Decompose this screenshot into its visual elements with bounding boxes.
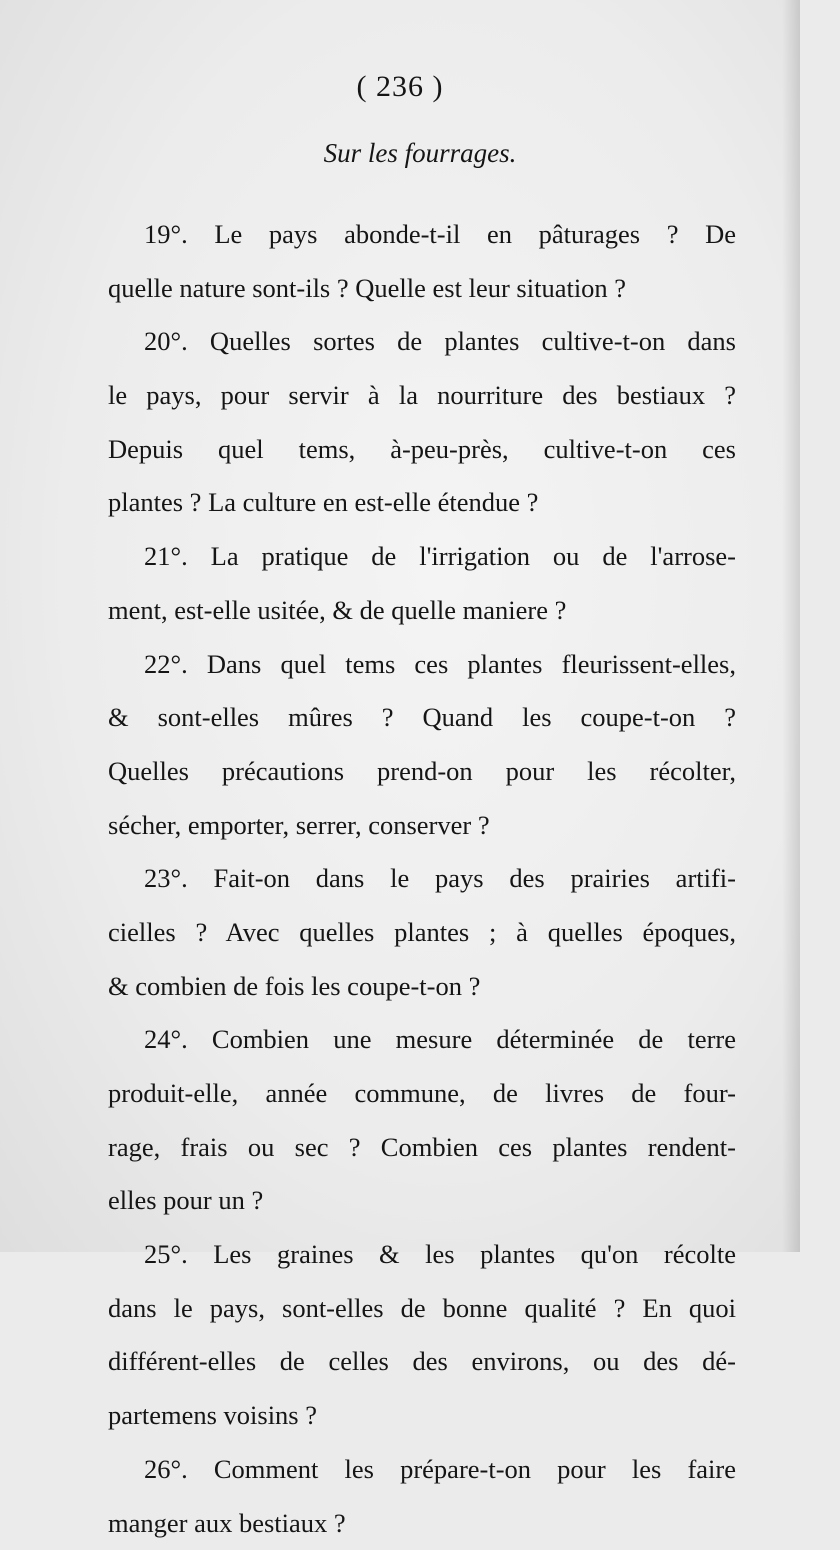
text-line: 23°. Fait-on dans le pays des prairies artifi- xyxy=(108,852,736,906)
text-line: 25°. Les graines & les plantes qu'on récolte xyxy=(108,1228,736,1282)
text-line: 22°. Dans quel tems ces plantes fleurissent-elles, xyxy=(108,638,736,692)
text-line: 21°. La pratique de l'irrigation ou de l'arrose- xyxy=(108,530,736,584)
text-line: & sont-elles mûres ? Quand les coupe-t-on ? xyxy=(108,691,736,745)
text-line: sécher, emporter, serrer, conserver ? xyxy=(108,799,736,853)
text-line: Depuis quel tems, à-peu-près, cultive-t-on ces xyxy=(108,423,736,477)
text-line: dans le pays, sont-elles de bonne qualité ? En quoi xyxy=(108,1282,736,1336)
text-line: 26°. Comment les prépare-t-on pour les faire xyxy=(108,1443,736,1497)
text-line: 20°. Quelles sortes de plantes cultive-t-on dans xyxy=(108,315,736,369)
text-line: différent-elles de celles des environs, ou des dé- xyxy=(108,1335,736,1389)
page-number: ( 236 ) xyxy=(0,70,800,104)
text-line: 19°. Le pays abonde-t-il en pâturages ? De xyxy=(108,208,736,262)
text-line: rage, frais ou sec ? Combien ces plantes rendent- xyxy=(108,1121,736,1175)
text-line: partemens voisins ? xyxy=(108,1389,736,1443)
text-line: Quelles précautions prend-on pour les récolter, xyxy=(108,745,736,799)
text-line: quelle nature sont-ils ? Quelle est leur situation ? xyxy=(108,262,736,316)
text-line: produit-elle, année commune, de livres de four- xyxy=(108,1067,736,1121)
text-line: 24°. Combien une mesure déterminée de terre xyxy=(108,1013,736,1067)
text-line: cielles ? Avec quelles plantes ; à quelles époques, xyxy=(108,906,736,960)
text-line: ment, est-elle usitée, & de quelle maniere ? xyxy=(108,584,736,638)
text-line: plantes ? La culture en est-elle étendue ? xyxy=(108,476,736,530)
text-line: elles pour un ? xyxy=(108,1174,736,1228)
page-edge-shadow xyxy=(782,0,800,1252)
text-line: & combien de fois les coupe-t-on ? xyxy=(108,960,736,1014)
body-text xyxy=(108,208,736,1550)
text-line: le pays, pour servir à la nourriture des bestiaux ? xyxy=(108,369,736,423)
text-line: manger aux bestiaux ? xyxy=(108,1497,736,1550)
section-title: Sur les fourrages. xyxy=(0,138,840,169)
